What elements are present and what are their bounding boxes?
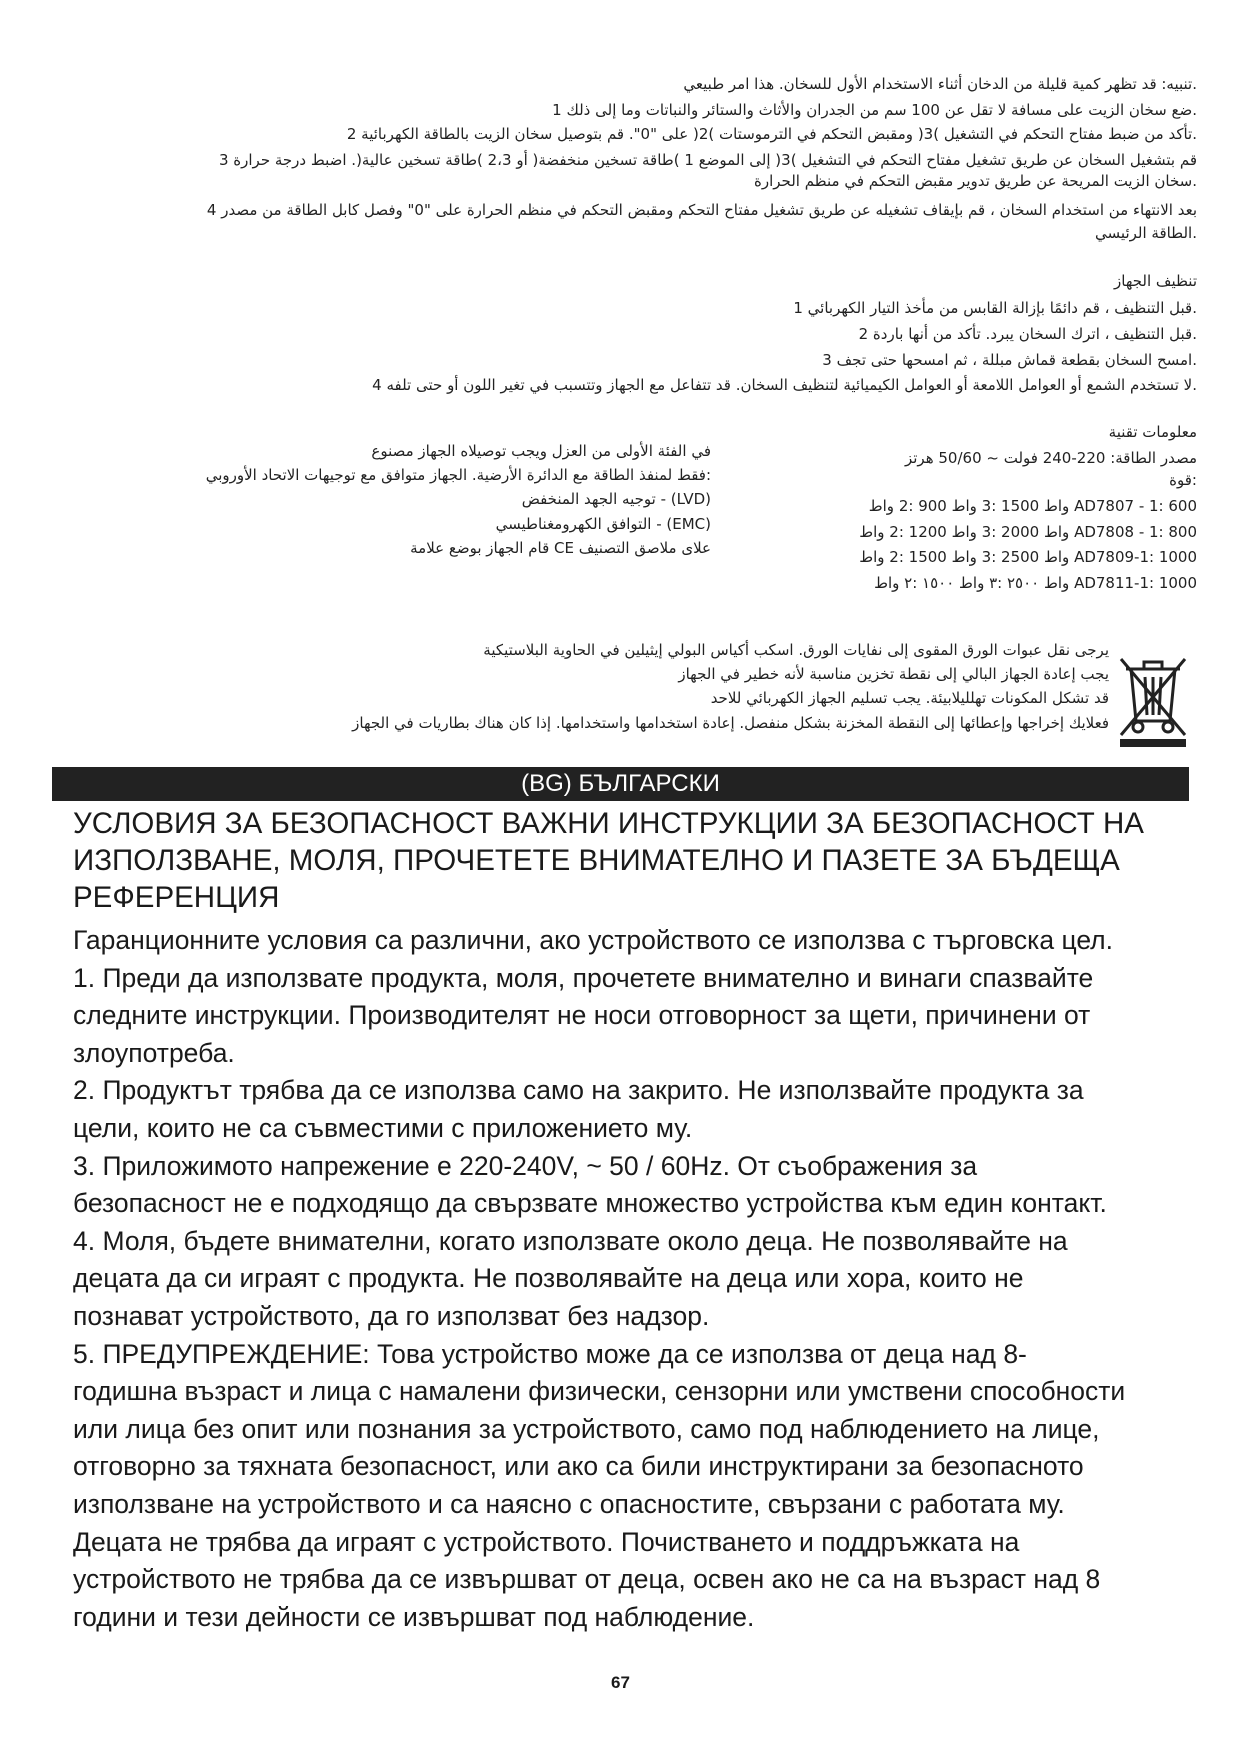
bulgarian-line: злоупотреба. (73, 1037, 235, 1068)
cleaning-line: .قبل التنظيف ، اترك السخان يبرد. تأكد من أنها باردة 2 (858, 325, 1197, 343)
tech-model-line: AD7809-1: 1000 واط 2500 :3 واط 1500 :2 واط (859, 548, 1197, 566)
arabic-usage-line: .سخان الزيت المريحة عن طريق تدوير مقبض التحكم في منظم الحرارة (753, 172, 1197, 190)
bulgarian-line: Децата не трябва да играят с устройството. Почистването и поддръжката на (73, 1526, 1020, 1557)
arabic-usage-line: بعد الانتهاء من استخدام السخان ، قم بإيقاف تشغيله عن طريق تشغيل مفتاح التحكم ومقبض التحكم في منظم الحرارة على "0" وفصل كابل الطاقة من مصدر 4 (206, 201, 1197, 219)
bulgarian-line: цели, които не са съвместими с приложението му. (73, 1112, 693, 1143)
ce-line: في الفئة الأولى من العزل ويجب توصيلاه الجهاز مصنوع (371, 442, 711, 460)
ce-line: (LVD) - توجيه الجهد المنخفض (521, 490, 711, 508)
bulgarian-line: 4. Моля, бъдете внимателни, когато използвате около деца. Не позволявайте на (73, 1225, 1068, 1256)
arabic-usage-line: .تنبيه: قد تظهر كمية قليلة من الدخان أثناء الاستخدام الأول للسخان. هذا امر طبيعي (683, 75, 1197, 93)
ce-line: :فقط لمنفذ الطاقة مع الدائرة الأرضية. الجهاز متوافق مع توجيهات الاتحاد الأوروبي (205, 466, 711, 484)
bulgarian-line: 1. Преди да използвате продукта, моля, прочетете внимателно и винаги спазвайте (73, 962, 1094, 993)
arabic-usage-line: .ضع سخان الزيت على مسافة لا تقل عن 100 سم من الجدران والأثاث والستائر والنباتات وما إلى ذلك 1 (552, 101, 1197, 119)
bulgarian-title: УСЛОВИЯ ЗА БЕЗОПАСНОСТ ВАЖНИ ИНСТРУКЦИИ ЗА БЕЗОПАСНОСТ НА ИЗПОЛЗВАНЕ, МОЛЯ, ПРОЧЕТЕТЕ ВНИМАТЕЛНО И ПАЗЕТЕ ЗА БЪДЕЩА РЕФЕРЕНЦИЯ (73, 807, 1144, 914)
arabic-usage-line: قم بتشغيل السخان عن طريق تشغيل مفتاح التحكم في التشغيل )3( إلى الموضع 1 )طاقة تسخين منخفضة( أو 2،3 )طاقة تسخين عالية(. اضبط درجة حرارة 3 (218, 151, 1197, 169)
tech-model-line: AD7808 - 1: 800 واط 2000 :3 واط 1200 :2 واط (859, 523, 1197, 541)
bulgarian-line: използване на устройството и са наясно с опасностите, свързани с работата му. (73, 1488, 1065, 1519)
bulgarian-line: 5. ПРЕДУПРЕЖДЕНИЕ: Това устройство може да се използва от деца над 8- (73, 1338, 1027, 1369)
tech-model-line: AD7807 - 1: 600 واط 1500 :3 واط 900 :2 واط (868, 497, 1197, 515)
bulgarian-line: или лица без опит или познания за устройството, само под наблюдението на лице, (73, 1413, 1100, 1444)
bulgarian-line: устройството не трябва да се извършват от деца, освен ако не са на възраст над 8 (73, 1564, 1101, 1595)
recycle-line: قد تشكل المكونات تهلليلابيئة. يجب تسليم الجهاز الكهربائي للاحد (710, 689, 1109, 707)
bulgarian-line: познават устройството, да го използват без надзор. (73, 1300, 710, 1331)
bulgarian-line: следните инструкции. Производителят не носи отговорност за щети, причинени от (73, 1000, 1091, 1031)
bulgarian-line: безопасност не е подходящо да свързвате множество устройства към един контакт. (73, 1188, 1107, 1219)
bulgarian-line: Гаранционните условия са различни, ако устройството се използва с търговска цел. (73, 925, 1114, 955)
tech-title: معلومات تقنية (1108, 423, 1197, 441)
page-number: 67 (611, 1673, 630, 1692)
arabic-usage-line: .الطاقة الرئيسي (1095, 224, 1197, 242)
ce-line: (EMC) - التوافق الكهرومغناطيسي (495, 515, 711, 533)
bulgarian-line: 3. Приложимото напрежение е 220-240V, ~ 50 / 60Hz. От съображения за (73, 1150, 978, 1181)
cleaning-line: .لا تستخدم الشمع أو العوامل اللامعة أو العوامل الكيميائية لتنظيف السخان. قد تتفاعل مع الجهاز وتتسبب في تغير اللون أو حتى تلفه 4 (372, 376, 1197, 394)
tech-model-line: AD7811-1: 1000 واط ٢٥٠٠ :٣ واط ١٥٠٠ :٢ واط (874, 574, 1197, 592)
arabic-usage-line: .تأكد من ضبط مفتاح التحكم في التشغيل )3( ومقبض التحكم في الترموستات )2( على "0". قم بتوصيل سخان الزيت بالطاقة الكهربائية 2 (346, 125, 1197, 143)
bulgarian-line: отговорно за тяхната безопасност, или ако са били инструктирани за безопасното (73, 1451, 1084, 1482)
cleaning-line: .قبل التنظيف ، قم دائمًا بإزالة القابس من مأخذ التيار الكهربائي 1 (793, 299, 1197, 317)
recycle-line: يجب إعادة الجهاز البالي إلى نقطة تخزين مناسبة لأنه خطير في الجهاز (678, 665, 1109, 683)
recycle-line: يرجى نقل عبوات الورق المقوى إلى نفايات الورق. اسكب أكياس البولي إيثيلين في الحاوية البلاستيكية (483, 641, 1109, 659)
bulgarian-line: децата да си играят с продукта. Не позволявайте на деца или хора, които не (73, 1263, 1024, 1294)
cleaning-line: .امسح السخان بقطعة قماش مبللة ، ثم امسحها حتى تجف 3 (822, 351, 1197, 369)
recycle-line: فعلايك إخراجها وإعطائها إلى النقطة المخزنة بشكل منفصل. إعادة استخدامها واستخدامها. إذا كان هناك بطاريات في الجهاز (352, 714, 1109, 732)
tech-power-label: :قوة (1169, 471, 1197, 489)
crossed-out-wheeled-bin-icon (1118, 653, 1188, 749)
tech-power-source: مصدر الطاقة: 220-240 فولت ~ 50/60 هرتز (904, 449, 1197, 467)
section-header-bulgarian: (BG) БЪЛГАРСКИ (52, 767, 1189, 801)
bulgarian-line: годишна възраст и лица с намалени физически, сензорни или умствени способности (73, 1376, 1126, 1407)
bulgarian-line: години и тези дейности се извършват под наблюдение. (73, 1601, 755, 1632)
ce-line: علاى ملاصق التصنيف CE قام الجهاز بوضع علامة (410, 539, 711, 557)
bulgarian-line: 2. Продуктът трябва да се използва само на закрито. Не използвайте продукта за (73, 1075, 1084, 1106)
cleaning-title: تنظيف الجهاز (1114, 272, 1197, 290)
bulgarian-body (73, 922, 1193, 1636)
